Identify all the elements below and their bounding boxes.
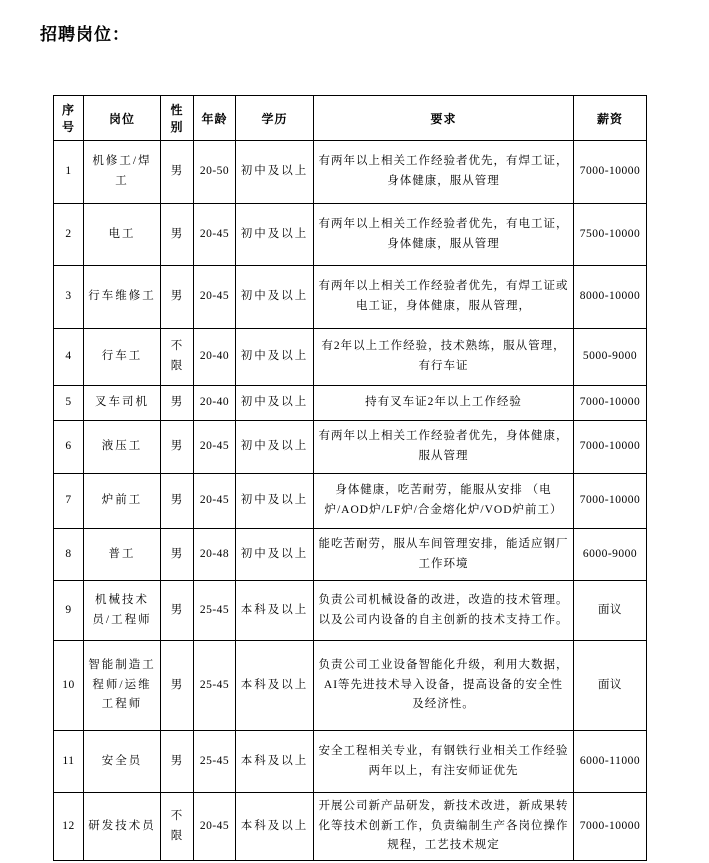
cell-age: 20-40 <box>194 386 236 421</box>
table-row <box>54 386 647 421</box>
cell-requirements: 身体健康，吃苦耐劳，能服从安排 （电炉/AOD炉/LF炉/合金熔化炉/VOD炉前工） <box>314 474 574 529</box>
jobs-table <box>53 95 647 861</box>
cell-requirements: 负责公司机械设备的改进，改造的技术管理。以及公司内设备的自主创新的技术支持工作。 <box>314 581 574 641</box>
cell-index: 2 <box>54 204 84 266</box>
cell-requirements: 有两年以上相关工作经验者优先，有焊工证或电工证，身体健康，服从管理， <box>314 266 574 329</box>
cell-requirements: 有两年以上相关工作经验者优先，身体健康，服从管理 <box>314 421 574 474</box>
table-head <box>54 96 647 141</box>
column-header-age: 年龄 <box>194 96 236 141</box>
cell-age: 20-48 <box>194 529 236 581</box>
cell-salary: 7500-10000 <box>574 204 647 266</box>
cell-position: 液压工 <box>84 421 161 474</box>
column-header-education: 学历 <box>236 96 314 141</box>
table-row <box>54 474 647 529</box>
table-row <box>54 641 647 731</box>
cell-position: 叉车司机 <box>84 386 161 421</box>
cell-gender: 男 <box>161 421 194 474</box>
cell-gender: 男 <box>161 581 194 641</box>
cell-gender: 不限 <box>161 793 194 861</box>
column-header-requirements: 要求 <box>314 96 574 141</box>
cell-gender: 男 <box>161 266 194 329</box>
table-row <box>54 731 647 793</box>
column-header-gender: 性别 <box>161 96 194 141</box>
cell-gender: 男 <box>161 529 194 581</box>
cell-salary: 6000-11000 <box>574 731 647 793</box>
cell-education: 本科及以上 <box>236 641 314 731</box>
cell-salary: 7000-10000 <box>574 386 647 421</box>
cell-salary: 面议 <box>574 641 647 731</box>
cell-gender: 男 <box>161 474 194 529</box>
cell-gender: 男 <box>161 731 194 793</box>
cell-position: 炉前工 <box>84 474 161 529</box>
cell-position: 行车维修工 <box>84 266 161 329</box>
cell-position: 机修工/焊工 <box>84 141 161 204</box>
cell-position: 智能制造工程师/运维工程师 <box>84 641 161 731</box>
cell-gender: 男 <box>161 141 194 204</box>
cell-age: 20-45 <box>194 474 236 529</box>
cell-index: 3 <box>54 266 84 329</box>
cell-salary: 7000-10000 <box>574 141 647 204</box>
cell-index: 1 <box>54 141 84 204</box>
cell-education: 本科及以上 <box>236 581 314 641</box>
page-title: 招聘岗位： <box>40 25 130 44</box>
cell-education: 本科及以上 <box>236 731 314 793</box>
cell-age: 20-40 <box>194 329 236 386</box>
header-row <box>54 96 647 141</box>
cell-index: 8 <box>54 529 84 581</box>
cell-gender: 男 <box>161 204 194 266</box>
cell-age: 20-50 <box>194 141 236 204</box>
cell-salary: 7000-10000 <box>574 793 647 861</box>
cell-requirements: 负责公司工业设备智能化升级，利用大数据，AI等先进技术导入设备，提高设备的安全性及经济性。 <box>314 641 574 731</box>
cell-age: 20-45 <box>194 421 236 474</box>
cell-gender: 男 <box>161 641 194 731</box>
cell-gender: 不限 <box>161 329 194 386</box>
cell-index: 6 <box>54 421 84 474</box>
cell-age: 20-45 <box>194 793 236 861</box>
cell-salary: 7000-10000 <box>574 421 647 474</box>
table-row <box>54 529 647 581</box>
cell-index: 10 <box>54 641 84 731</box>
cell-index: 5 <box>54 386 84 421</box>
table-row <box>54 793 647 861</box>
cell-education: 初中及以上 <box>236 329 314 386</box>
cell-education: 初中及以上 <box>236 529 314 581</box>
cell-education: 初中及以上 <box>236 266 314 329</box>
cell-requirements: 持有叉车证2年以上工作经验 <box>314 386 574 421</box>
cell-requirements: 能吃苦耐劳，服从车间管理安排，能适应钢厂工作环境 <box>314 529 574 581</box>
cell-age: 25-45 <box>194 581 236 641</box>
cell-age: 20-45 <box>194 204 236 266</box>
cell-position: 电工 <box>84 204 161 266</box>
table-row <box>54 581 647 641</box>
cell-salary: 5000-9000 <box>574 329 647 386</box>
cell-salary: 6000-9000 <box>574 529 647 581</box>
table-row <box>54 141 647 204</box>
cell-index: 12 <box>54 793 84 861</box>
table-row <box>54 329 647 386</box>
table-body <box>54 141 647 861</box>
cell-requirements: 有2年以上工作经验，技术熟练，服从管理，有行车证 <box>314 329 574 386</box>
cell-index: 11 <box>54 731 84 793</box>
cell-education: 初中及以上 <box>236 141 314 204</box>
table-row <box>54 421 647 474</box>
cell-index: 7 <box>54 474 84 529</box>
cell-education: 初中及以上 <box>236 204 314 266</box>
cell-position: 安全员 <box>84 731 161 793</box>
cell-requirements: 有两年以上相关工作经验者优先，有焊工证，身体健康，服从管理 <box>314 141 574 204</box>
cell-salary: 7000-10000 <box>574 474 647 529</box>
cell-position: 行车工 <box>84 329 161 386</box>
table-row <box>54 204 647 266</box>
cell-index: 4 <box>54 329 84 386</box>
cell-position: 普工 <box>84 529 161 581</box>
cell-gender: 男 <box>161 386 194 421</box>
cell-education: 初中及以上 <box>236 474 314 529</box>
cell-position: 研发技术员 <box>84 793 161 861</box>
cell-requirements: 有两年以上相关工作经验者优先，有电工证，身体健康，服从管理 <box>314 204 574 266</box>
cell-position: 机械技术员/工程师 <box>84 581 161 641</box>
table-row <box>54 266 647 329</box>
cell-salary: 8000-10000 <box>574 266 647 329</box>
cell-age: 25-45 <box>194 731 236 793</box>
cell-requirements: 开展公司新产品研发，新技术改进，新成果转化等技术创新工作，负责编制生产各岗位操作规程，工艺技术规定 <box>314 793 574 861</box>
cell-age: 20-45 <box>194 266 236 329</box>
cell-index: 9 <box>54 581 84 641</box>
cell-education: 初中及以上 <box>236 421 314 474</box>
cell-salary: 面议 <box>574 581 647 641</box>
cell-age: 25-45 <box>194 641 236 731</box>
cell-requirements: 安全工程相关专业，有钢铁行业相关工作经验两年以上，有注安师证优先 <box>314 731 574 793</box>
cell-education: 初中及以上 <box>236 386 314 421</box>
column-header-salary: 薪资 <box>574 96 647 141</box>
cell-education: 本科及以上 <box>236 793 314 861</box>
column-header-position: 岗位 <box>84 96 161 141</box>
column-header-index: 序号 <box>54 96 84 141</box>
